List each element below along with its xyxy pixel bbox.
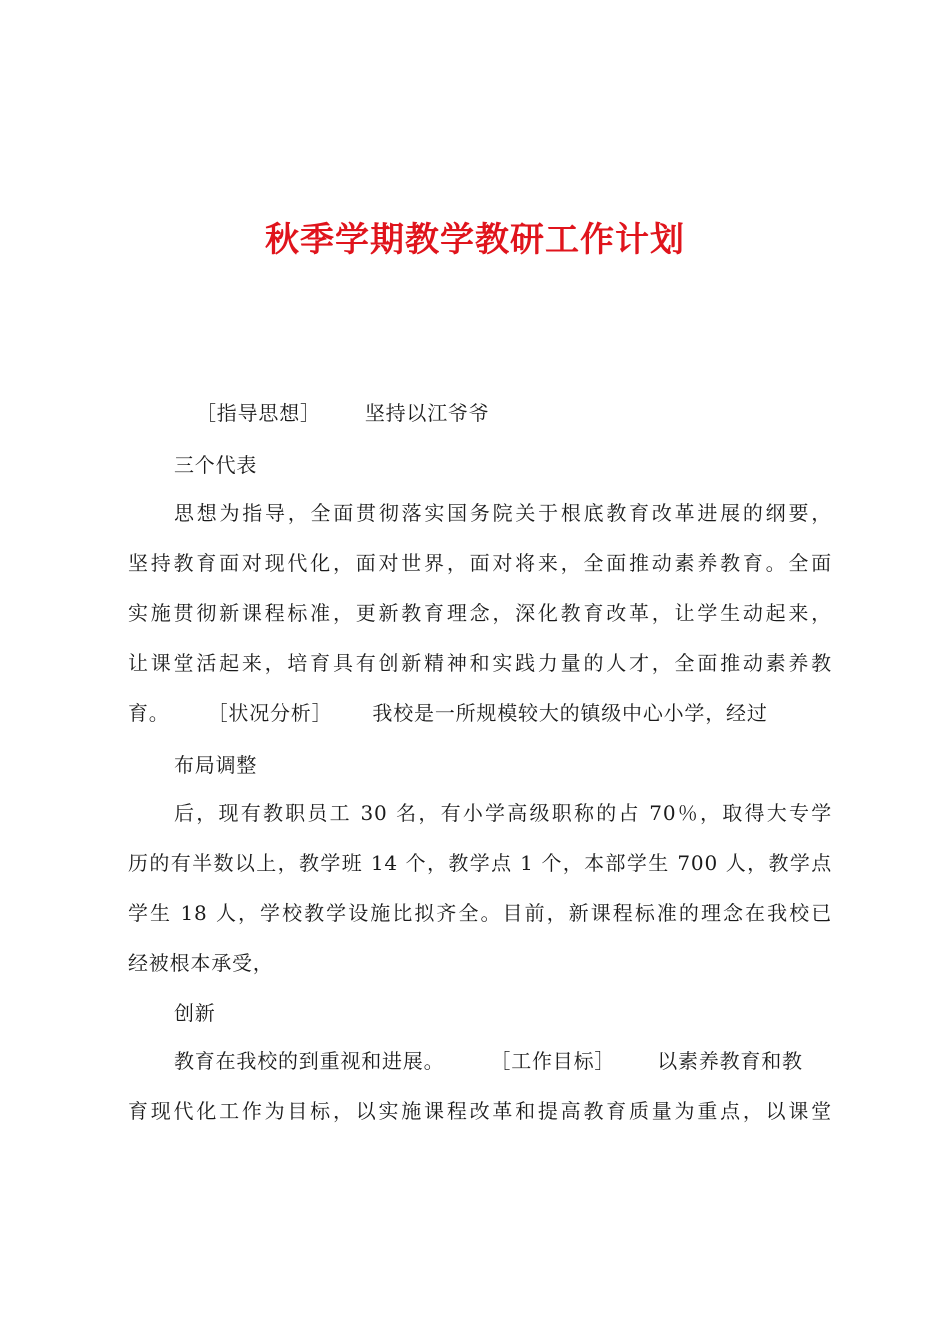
text-line: 历的有半数以上，教学班 14 个，教学点 1 个，本部学生 700 人，教学点 — [128, 851, 832, 875]
text-line: 让课堂活起来，培育具有创新精神和实践力量的人才，全面推动素养教 — [128, 651, 832, 675]
text-line — [196, 398, 900, 428]
text-segment: 教育在我校的到重视和进展。 — [174, 1049, 445, 1073]
section-label-situation-analysis: ［状况分析］ — [207, 701, 333, 725]
text-line: 经被根本承受， — [128, 951, 274, 975]
section-label-guiding-thought: ［指导思想］ — [196, 401, 321, 425]
document-title: 秋季学期教学教研工作计划 — [265, 220, 685, 260]
text-line: 育现代化工作为目标，以实施课程改革和提高教育质量为重点，以课堂 — [128, 1099, 832, 1123]
text-line — [128, 698, 832, 728]
text-line: 后，现有教职员工 30 名，有小学高级职称的占 70％，取得大专学 — [174, 801, 832, 825]
text-line: 坚持教育面对现代化，面对世界，面对将来，全面推动素养教育。全面 — [128, 551, 832, 575]
text-line — [174, 1046, 878, 1076]
text-segment: 我校是一所规模较大的镇级中心小学，经过 — [372, 701, 768, 725]
text-line: 布局调整 — [174, 753, 258, 777]
text-segment: 坚持以江爷爷 — [364, 401, 490, 425]
section-label-work-goals: ［工作目标］ — [490, 1049, 616, 1073]
text-line: 思想为指导，全面贯彻落实国务院关于根底教育改革进展的纲要， — [174, 501, 832, 525]
text-line: 三个代表 — [174, 453, 258, 477]
text-line: 创新 — [174, 1001, 216, 1025]
text-segment: 育。 — [128, 701, 170, 725]
text-segment: 以素养教育和教 — [657, 1049, 803, 1073]
text-line: 实施贯彻新课程标准，更新教育理念，深化教育改革，让学生动起来， — [128, 601, 832, 625]
text-line: 学生 18 人，学校教学设施比拟齐全。目前，新课程标准的理念在我校已 — [128, 901, 832, 925]
